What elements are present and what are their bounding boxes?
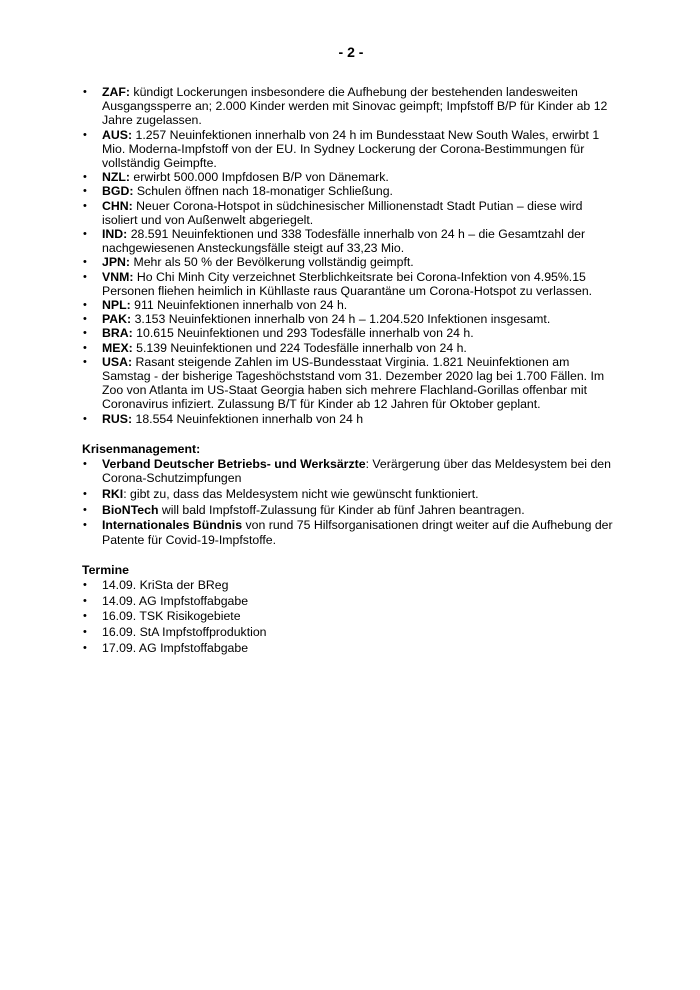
list-item: [82, 170, 620, 184]
bullet-icon: •: [83, 185, 87, 198]
bullet-icon: •: [83, 610, 87, 623]
country-update-list: [82, 85, 620, 426]
item-text: 1.257 Neuinfektionen innerhalb von 24 h im Bundesstaat New South Wales, erwirbt 1 Mio. Moderna-Impfstoff von der EU. In Sydney Lockerung der Corona-Bestimmungen für vollständig Geimpfte.: [102, 127, 600, 171]
list-item: [82, 341, 620, 355]
bullet-icon: •: [83, 355, 87, 368]
item-text: will bald Impfstoff-Zulassung für Kinder ab fünf Jahren beantragen.: [158, 502, 525, 517]
item-text: Neuer Corona-Hotspot in südchinesischer Millionenstadt Stadt Putian – diese wird isoliert und von Außenwelt abgeriegelt.: [102, 198, 583, 227]
bullet-icon: •: [83, 256, 87, 269]
list-item: [82, 457, 620, 485]
bullet-icon: •: [83, 641, 87, 654]
bullet-icon: •: [83, 487, 87, 500]
section-title-krisenmanagement: Krisenmanagement:: [82, 441, 201, 456]
list-item: [82, 578, 620, 592]
bullet-icon: •: [83, 171, 87, 184]
bullet-icon: •: [83, 579, 87, 591]
country-code: NZL:: [102, 170, 130, 185]
bullet-icon: •: [83, 299, 87, 312]
list-item: [82, 270, 620, 298]
bullet-icon: •: [83, 503, 87, 516]
list-item: [82, 625, 620, 639]
item-text: 18.554 Neuinfektionen innerhalb von 24 h: [132, 411, 364, 426]
page-number: - 2 -: [338, 44, 364, 60]
item-key: Verband Deutscher Betriebs- und Werksärzte: [102, 457, 366, 472]
bullet-icon: •: [83, 228, 87, 241]
item-text: 5.139 Neuinfektionen und 224 Todesfälle innerhalb von 24 h.: [132, 340, 467, 355]
list-item: [82, 85, 620, 128]
list-item: [82, 312, 620, 326]
country-code: MEX:: [102, 340, 133, 355]
country-code: IND:: [102, 227, 128, 242]
item-text: : Verärgerung über das Meldesystem bei den Corona-Schutzimpfungen: [102, 457, 611, 486]
list-item: [82, 128, 620, 171]
item-text: kündigt Lockerungen insbesondere die Aufhebung der bestehenden landesweiten Ausgangssperre an; 2.000 Kinder werden mit Sinovac geimpft; Impfstoff B/P für Kinder ab 12 Jahre zugelassen.: [102, 85, 608, 128]
list-item: [82, 326, 620, 340]
list-item: [82, 503, 620, 517]
item-text: erwirbt 500.000 Impfdosen B/P von Dänemark.: [130, 170, 389, 185]
list-item: [82, 518, 620, 546]
item-key: Internationales Bündnis: [102, 518, 243, 533]
bullet-icon: •: [83, 86, 87, 98]
list-item: [82, 487, 620, 501]
country-code: NPL:: [102, 298, 131, 313]
termine-list: [82, 578, 620, 655]
bullet-icon: •: [83, 594, 87, 607]
item-text: von rund 75 Hilfsorganisationen dringt weiter auf die Aufhebung der Patente für Covid-19-Impfstoffe.: [102, 518, 613, 547]
item-key: RKI: [102, 486, 124, 501]
list-item: [82, 355, 620, 412]
bullet-icon: •: [83, 270, 87, 283]
item-text: Ho Chi Minh City verzeichnet Sterblichkeitsrate bei Corona-Infektion von 4.95%.15 Personen fliehen heimlich in Kühllaste raus Quarantäne um Corona-Hotspot zu verlassen.: [102, 269, 593, 298]
list-item: [82, 255, 620, 269]
section-title-termine: Termine: [82, 562, 129, 577]
list-item: [82, 412, 620, 426]
list-item: [82, 184, 620, 198]
item-text: 911 Neuinfektionen innerhalb von 24 h.: [130, 298, 348, 313]
list-item: [82, 227, 620, 255]
country-code: CHN:: [102, 198, 133, 213]
termin-text: 16.09. TSK Risikogebiete: [102, 609, 241, 624]
country-code: AUS:: [102, 127, 133, 142]
country-code: RUS:: [102, 411, 133, 426]
item-text: Mehr als 50 % der Bevölkerung vollständig geimpft.: [130, 255, 414, 270]
bullet-icon: •: [83, 458, 87, 471]
item-text: 3.153 Neuinfektionen innerhalb von 24 h – 1.204.520 Infektionen insgesamt.: [131, 312, 551, 327]
list-item: [82, 298, 620, 312]
bullet-icon: •: [83, 199, 87, 212]
bullet-icon: •: [83, 128, 87, 141]
country-code: JPN:: [102, 255, 131, 270]
bullet-icon: •: [83, 313, 87, 326]
list-item: [82, 594, 620, 608]
country-code: VNM:: [102, 269, 134, 284]
country-code: ZAF:: [102, 85, 130, 99]
termin-text: 14.09. KriSta der BReg: [102, 578, 229, 592]
item-text: : gibt zu, dass das Meldesystem nicht wie gewünscht funktioniert.: [123, 486, 479, 501]
termin-text: 14.09. AG Impfstoffabgabe: [102, 593, 249, 608]
item-key: BioNTech: [102, 502, 159, 517]
country-code: PAK:: [102, 312, 132, 327]
bullet-icon: •: [83, 327, 87, 340]
item-text: Rasant steigende Zahlen im US-Bundesstaat Virginia. 1.821 Neuinfektionen am Samstag - der bisherige Tageshöchststand vom 31. Dezember 2020 lag bei 1.700 Fällen. Im Zoo von Atlanta im US-Staat Georgia haben sich mehrere Flachland-Gorillas offenbar mit Coronavirus infiziert. Zulassung B/T für Kinder ab 12 Jahren für Oktober geplant.: [102, 354, 605, 412]
list-item: [82, 641, 620, 655]
list-item: [82, 199, 620, 227]
country-code: BRA:: [102, 326, 133, 341]
item-text: Schulen öffnen nach 18-monatiger Schließung.: [133, 184, 393, 199]
termin-text: 16.09. StA Impfstoffproduktion: [102, 625, 267, 640]
item-text: 28.591 Neuinfektionen und 338 Todesfälle innerhalb von 24 h – die Gesamtzahl der nachgewiesenen Ansteckungsfälle steigt auf 33,23 Mio.: [102, 227, 586, 256]
bullet-icon: •: [83, 341, 87, 354]
bullet-icon: •: [83, 626, 87, 639]
bullet-icon: •: [83, 519, 87, 532]
list-item: [82, 609, 620, 623]
bullet-icon: •: [83, 412, 87, 425]
termin-text: 17.09. AG Impfstoffabgabe: [102, 640, 249, 655]
krisenmanagement-list: [82, 457, 620, 547]
country-code: USA:: [102, 354, 133, 369]
country-code: BGD:: [102, 184, 134, 199]
item-text: 10.615 Neuinfektionen und 293 Todesfälle innerhalb von 24 h.: [132, 326, 474, 341]
